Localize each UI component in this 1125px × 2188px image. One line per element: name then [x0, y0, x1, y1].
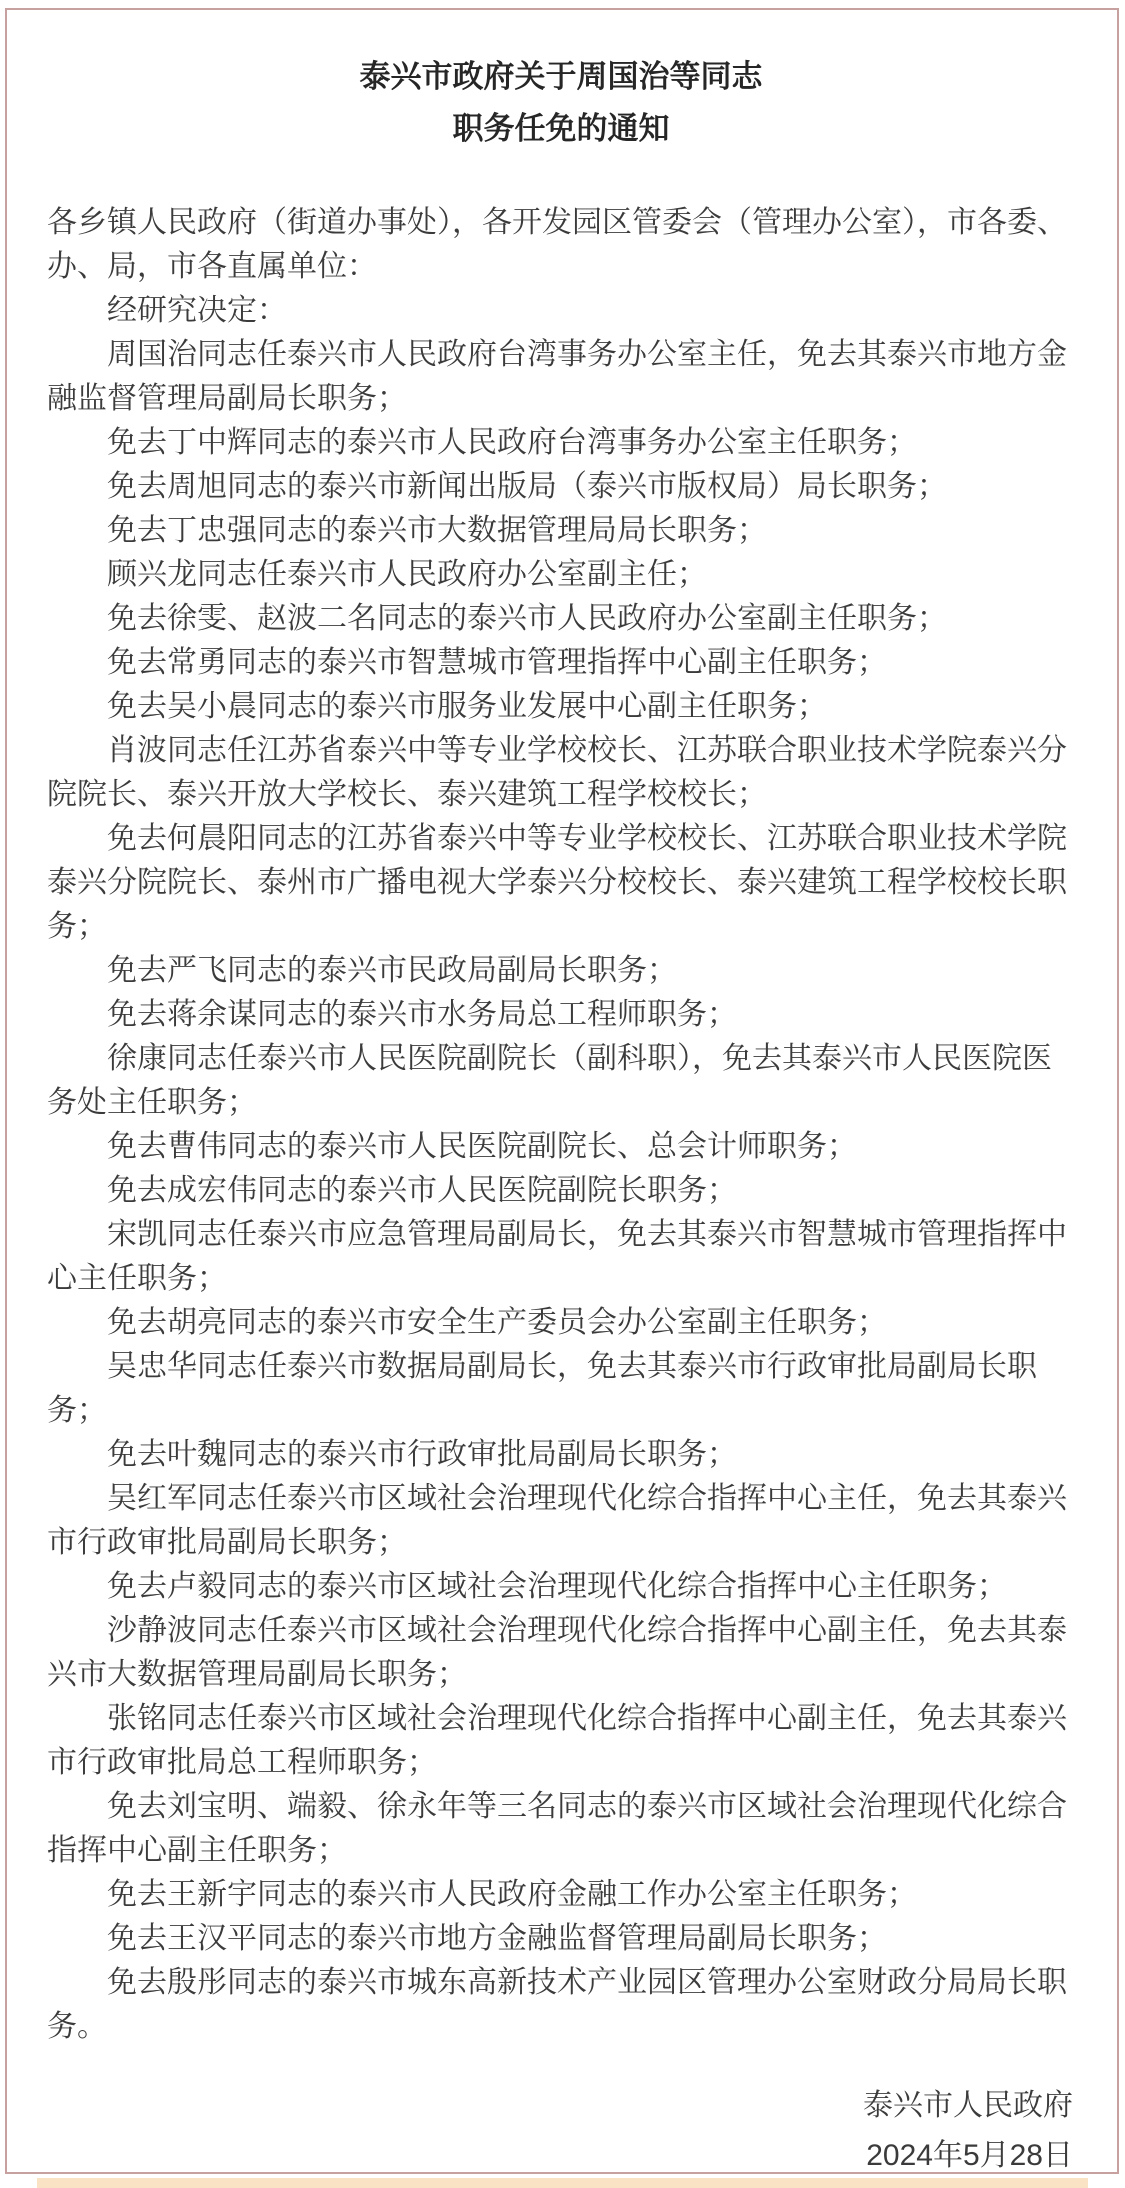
notice-paragraph: 免去丁忠强同志的泰兴市大数据管理局局长职务； — [107, 513, 767, 547]
notice-paragraph: 徐康同志任泰兴市人民医院副院长（副科职），免去其泰兴市人民医院医务处主任职务； — [47, 1041, 1052, 1119]
notice-body — [47, 201, 1075, 2049]
notice-paragraph: 免去卢毅同志的泰兴市区域社会治理现代化综合指挥中心主任职务； — [107, 1569, 1007, 1603]
notice-paragraph: 免去成宏伟同志的泰兴市人民医院副院长职务； — [107, 1173, 737, 1207]
notice-paragraph: 免去殷彤同志的泰兴市城东高新技术产业园区管理办公室财政分局局长职务。 — [47, 1965, 1067, 2043]
notice-salutation: 各乡镇人民政府（街道办事处），各开发园区管委会（管理办公室），市各委、办、局，市各直属单位： — [47, 205, 1067, 283]
notice-paragraph: 宋凯同志任泰兴市应急管理局副局长，免去其泰兴市智慧城市管理指挥中心主任职务； — [47, 1217, 1067, 1295]
notice-paragraph: 周国治同志任泰兴市人民政府台湾事务办公室主任，免去其泰兴市地方金融监督管理局副局长职务； — [47, 337, 1067, 415]
notice-paragraph: 免去曹伟同志的泰兴市人民医院副院长、总会计师职务； — [107, 1129, 857, 1163]
notice-paragraph: 免去丁中辉同志的泰兴市人民政府台湾事务办公室主任职务； — [107, 425, 917, 459]
notice-paragraph: 免去何晨阳同志的江苏省泰兴中等专业学校校长、江苏联合职业技术学院泰兴分院院长、泰州市广播电视大学泰兴分校校长、泰兴建筑工程学校校长职务； — [47, 821, 1067, 943]
notice-paragraph: 免去叶魏同志的泰兴市行政审批局副局长职务； — [107, 1437, 737, 1471]
notice-paragraph: 免去胡亮同志的泰兴市安全生产委员会办公室副主任职务； — [107, 1305, 887, 1339]
notice-date: 2024年5月28日 — [866, 2138, 1073, 2172]
notice-closing — [47, 2081, 1075, 2181]
notice-paragraph: 肖波同志任江苏省泰兴中等专业学校校长、江苏联合职业技术学院泰兴分院院长、泰兴开放大学校长、泰兴建筑工程学校校长； — [47, 733, 1067, 811]
notice-paragraph: 免去王新宇同志的泰兴市人民政府金融工作办公室主任职务； — [107, 1877, 917, 1911]
notice-paragraph: 免去蒋余谋同志的泰兴市水务局总工程师职务； — [107, 997, 737, 1031]
notice-paragraph: 免去常勇同志的泰兴市智慧城市管理指挥中心副主任职务； — [107, 645, 887, 679]
next-card-peek-strip — [37, 2178, 1088, 2188]
notice-title-line2: 职务任免的通知 — [452, 110, 670, 146]
notice-paragraph: 张铭同志任泰兴市区域社会治理现代化综合指挥中心副主任，免去其泰兴市行政审批局总工程师职务； — [47, 1701, 1067, 1779]
notice-title — [47, 51, 1075, 155]
notice-paragraph: 经研究决定： — [107, 293, 287, 327]
notice-signature: 泰兴市人民政府 — [863, 2088, 1073, 2122]
notice-paragraph: 免去吴小晨同志的泰兴市服务业发展中心副主任职务； — [107, 689, 827, 723]
notice-paragraph: 免去周旭同志的泰兴市新闻出版局（泰兴市版权局）局长职务； — [107, 469, 947, 503]
notice-paragraph: 吴忠华同志任泰兴市数据局副局长，免去其泰兴市行政审批局副局长职务； — [47, 1349, 1037, 1427]
notice-paragraph: 免去徐雯、赵波二名同志的泰兴市人民政府办公室副主任职务； — [107, 601, 947, 635]
notice-paragraph: 顾兴龙同志任泰兴市人民政府办公室副主任； — [107, 557, 707, 591]
notice-paragraph: 沙静波同志任泰兴市区域社会治理现代化综合指挥中心副主任，免去其泰兴市大数据管理局副局长职务； — [47, 1613, 1067, 1691]
notice-paragraph: 免去刘宝明、端毅、徐永年等三名同志的泰兴市区域社会治理现代化综合指挥中心副主任职务； — [47, 1789, 1067, 1867]
notice-paragraph: 免去王汉平同志的泰兴市地方金融监督管理局副局长职务； — [107, 1921, 887, 1955]
notice-paragraph: 免去严飞同志的泰兴市民政局副局长职务； — [107, 953, 677, 987]
notice-paragraph: 吴红军同志任泰兴市区域社会治理现代化综合指挥中心主任，免去其泰兴市行政审批局副局长职务； — [47, 1481, 1067, 1559]
notice-content — [7, 10, 1117, 2181]
notice-card — [5, 8, 1119, 2174]
notice-title-line1: 泰兴市政府关于周国治等同志 — [359, 58, 763, 94]
